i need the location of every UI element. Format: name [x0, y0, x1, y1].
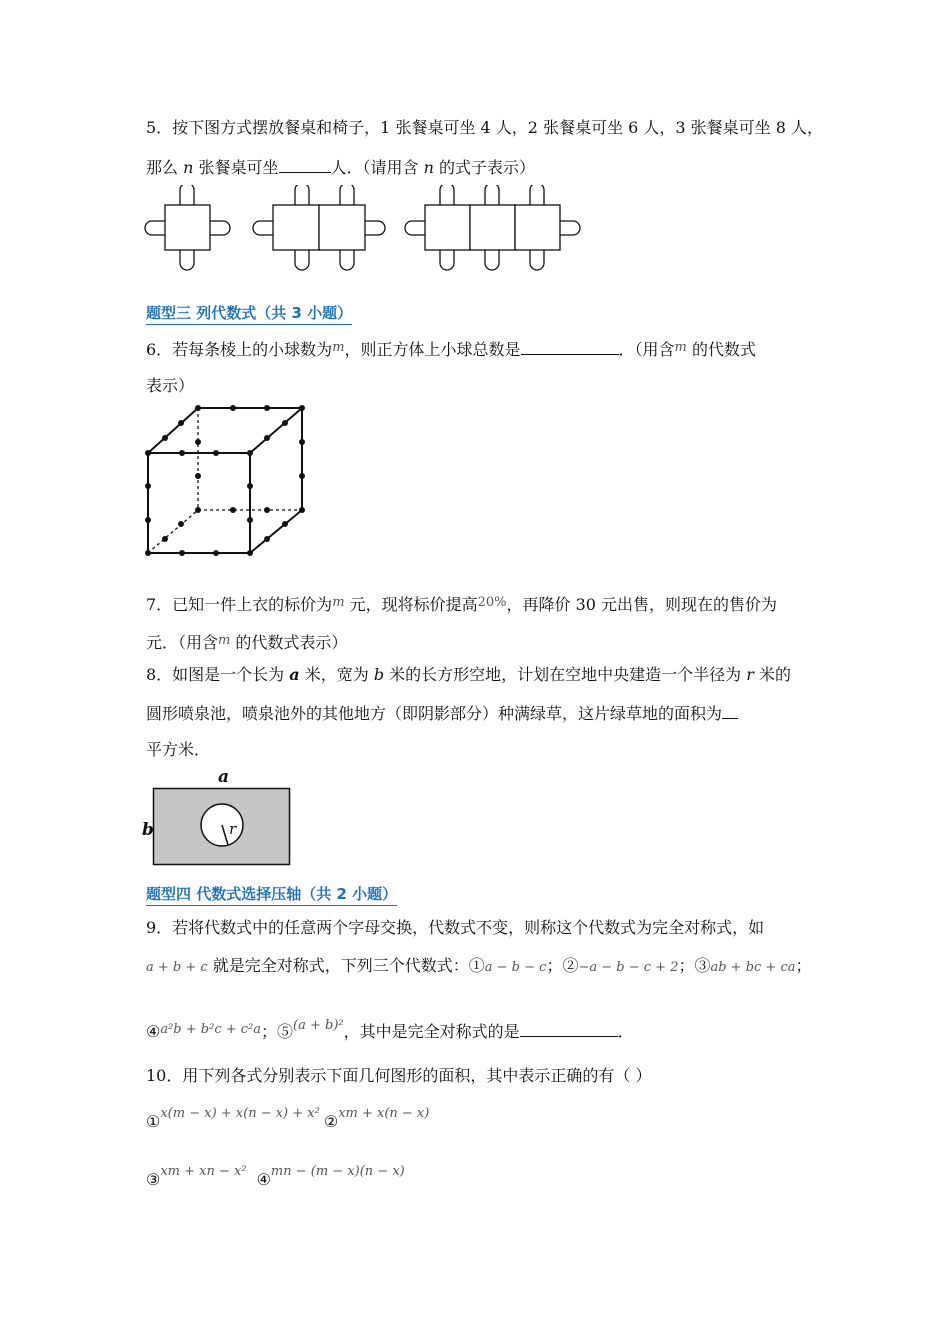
q7-var-m: m	[332, 595, 345, 610]
q9-circle-4: ④	[146, 1022, 161, 1041]
q7-var-m: m	[218, 633, 231, 648]
q7-text: 的代数式表示）	[230, 633, 348, 652]
q9-example-expr: a + b + c	[146, 960, 208, 975]
q8-answer-blank[interactable]	[722, 703, 738, 719]
fig-label-r: r	[229, 820, 237, 838]
q9-text: ；⑤	[261, 1022, 294, 1041]
q5-var-n: n	[183, 158, 194, 177]
q7-line2	[146, 631, 347, 653]
q5-text: 人．（请用含	[330, 158, 424, 177]
q7-text: 元．（用含	[146, 633, 219, 652]
q6-line2: 表示）	[146, 376, 195, 395]
q7-text: 元，现将标价提高	[344, 595, 478, 614]
q6-text: 的代数式	[686, 340, 756, 359]
q6-text: ，则正方体上小球总数是	[344, 340, 521, 359]
q9-text: ；③	[678, 956, 711, 975]
q6-var-m: m	[674, 340, 687, 355]
q9-expr-3: ab + bc + ca	[710, 960, 796, 975]
q10-circle-3: ③	[146, 1170, 161, 1189]
q10-line1: 10．用下列各式分别表示下面几何图形的面积，其中表示正确的有（ ）	[146, 1066, 652, 1085]
q9-line2	[146, 956, 812, 978]
section-heading-4: 题型四 代数式选择压轴（共 2 小题）	[146, 883, 397, 906]
q10-circle-2: ②	[323, 1112, 339, 1131]
q6-text: 6．若每条棱上的小球数为	[146, 340, 333, 359]
q9-line3	[146, 1016, 634, 1042]
q6-answer-blank[interactable]	[521, 339, 619, 355]
q9-text: ；②	[546, 956, 579, 975]
q9-text: ；	[795, 956, 812, 975]
q5-line1: 5．按下图方式摆放餐桌和椅子，1 张餐桌可坐 4 人，2 张餐桌可坐 6 人，3 张餐桌可坐 8 人，	[146, 118, 824, 137]
q8-text: 米，宽为	[299, 665, 374, 684]
q8-text: 8．如图是一个长为	[146, 665, 290, 684]
q5-answer-blank[interactable]	[279, 157, 331, 173]
rectangle-circle-figure	[152, 787, 292, 867]
q9-expr-2: −a − b − c + 2	[578, 960, 679, 975]
q9-text: ，其中是完全对称式的是	[343, 1022, 520, 1041]
q9-expr-1: a − b − c	[484, 960, 547, 975]
q10-circle-1: ①	[146, 1112, 161, 1131]
q10-expr-3: xm + xn − x²	[160, 1164, 247, 1179]
q8-text: 圆形喷泉池，喷泉池外的其他地方（即阴影部分）种满绿草，这片绿草地的面积为	[146, 704, 723, 723]
q10-row1	[146, 1102, 429, 1132]
tables-chairs-figure	[140, 185, 590, 275]
q7-line1	[146, 593, 777, 615]
q7-text: 7．已知一件上衣的标价为	[146, 595, 333, 614]
fig-label-a: a	[218, 767, 230, 787]
q10-expr-4: mn − (m − x)(n − x)	[270, 1164, 405, 1179]
section-heading-3: 题型三 列代数式（共 3 小题）	[146, 302, 352, 325]
q10-expr-2: xm + x(n − x)	[338, 1106, 430, 1121]
q5-line2	[146, 157, 535, 178]
fig-label-b: b	[142, 820, 154, 840]
q9-line1: 9．若将代数式中的任意两个字母交换，代数式不变，则称这个代数式为完全对称式，如	[146, 918, 765, 937]
q8-line2	[146, 703, 738, 724]
q8-line3: 平方米．	[146, 740, 211, 759]
q8-text: 米的	[753, 665, 792, 684]
q8-var-b: b	[373, 665, 385, 684]
q5-text: 的式子表示）	[433, 158, 535, 177]
q8-line1	[146, 665, 791, 685]
q9-expr-4: a²b + b²c + c²a	[160, 1022, 261, 1037]
q6-var-m: m	[332, 340, 345, 355]
q8-var-a: a	[289, 665, 300, 684]
q9-answer-blank[interactable]	[520, 1021, 618, 1037]
q6-text: ．（用含	[618, 340, 675, 359]
q10-circle-4: ④	[256, 1170, 271, 1189]
q9-text: 就是完全对称式，下列三个代数式：①	[207, 956, 485, 975]
q5-text: 那么	[146, 158, 184, 177]
q8-var-r: r	[746, 665, 754, 684]
q8-text: 米的长方形空地，计划在空地中央建造一个半径为	[384, 665, 747, 684]
q10-row2	[146, 1160, 405, 1190]
q7-text: ，再降价 30 元出售，则现在的售价为	[506, 595, 778, 614]
q9-expr-5: (a + b)²	[293, 1018, 344, 1033]
q5-text: 张餐桌可坐	[193, 158, 279, 177]
q7-percent: 20%	[477, 595, 507, 610]
q10-expr-1: x(m − x) + x(n − x) + x²	[160, 1106, 320, 1121]
q5-var-n: n	[423, 158, 434, 177]
cube-figure	[140, 400, 330, 565]
q6-line1	[146, 338, 756, 360]
q9-text: ．	[617, 1022, 634, 1041]
